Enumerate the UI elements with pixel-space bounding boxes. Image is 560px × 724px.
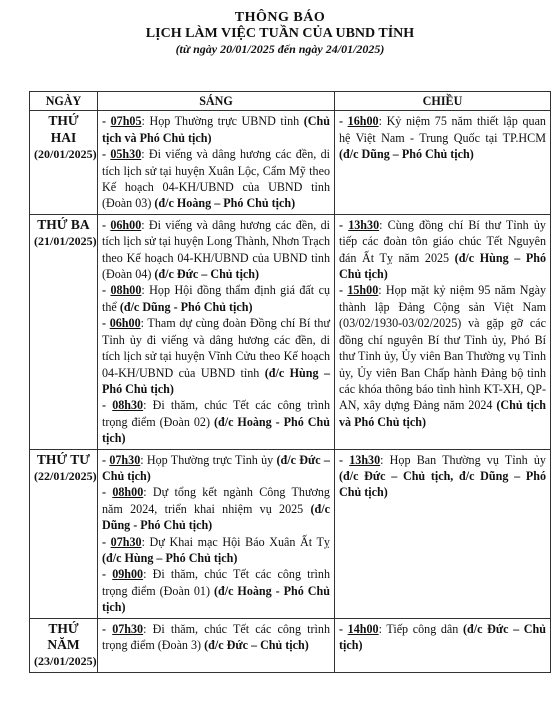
item-dash: - [102, 147, 111, 162]
item-text: : Họp Ban Thường vụ Tỉnh ủy [380, 452, 546, 467]
item-attendee: (đ/c Hoàng – Phó Chủ tịch) [154, 196, 296, 211]
item-text: : Cùng đồng chí Bí thư Tỉnh ủy tiếp các đoàn tôn giáo chúc Tết Nguyên đán Ất Tỵ năm 2025 [339, 217, 546, 265]
schedule-item [339, 452, 546, 501]
afternoon-cell [335, 214, 551, 449]
item-dash: - [102, 567, 113, 582]
schedule-item [102, 282, 330, 315]
item-attendee: (đ/c Đức – Chủ tịch) [204, 638, 309, 652]
item-text: : Đi thăm, chúc Tết các công trình trọng điểm (Đoàn 02) [102, 398, 330, 429]
col-header-morning: SÁNG [98, 92, 335, 111]
schedule-row [30, 449, 551, 618]
item-dash: - [102, 621, 113, 636]
item-dash: - [339, 452, 350, 467]
item-time: 13h30 [349, 452, 381, 467]
item-attendee: (đ/c Hùng – Phó Chủ tịch) [339, 250, 546, 282]
item-text: : Đi thăm, chúc Tết các công trình trọng điểm (Đoàn 01) [102, 567, 330, 598]
item-dash: - [102, 217, 111, 232]
item-text: : Họp Thường trực Tỉnh ủy [140, 452, 277, 467]
item-attendee: (đ/c Hùng – Phó Chủ tịch) [102, 550, 238, 565]
item-attendee: (đ/c Dũng - Phó Chủ tịch) [102, 501, 330, 533]
item-text: : Đi viếng và dâng hương các đền, di tích lịch sử tại huyện Xuân Lộc, Cẩm Mỹ theo Kế hoạch 04-KH/UBND của UBND tỉnh (Đoàn 03) [102, 147, 330, 211]
day-name: THỨ NĂM [47, 620, 80, 652]
item-text: : Dự tổng kết ngành Công Thương năm 2024, triển khai nhiệm vụ 2025 [102, 485, 330, 516]
day-date: (21/01/2025) [34, 234, 97, 249]
item-time: 09h00 [112, 567, 144, 582]
schedule-item [102, 113, 330, 146]
schedule-item [102, 484, 330, 533]
item-dash: - [339, 217, 349, 232]
schedule-item [339, 217, 546, 283]
afternoon-cell [335, 111, 551, 214]
schedule-item [102, 217, 330, 283]
schedule-item [102, 397, 330, 446]
afternoon-cell [335, 449, 551, 618]
schedule-item [339, 113, 546, 162]
schedule-row [30, 214, 551, 449]
item-text: : Đi viếng và dâng hương các đền, di tích lịch sử tại huyện Long Thành, Nhơn Trạch theo Kế hoạch 04-KH/UBND của UBND tỉnh (Đoàn 04) [102, 217, 330, 282]
schedule-row [30, 111, 551, 214]
schedule-item [339, 282, 546, 430]
item-time: 06h00 [110, 217, 142, 232]
schedule-item [102, 452, 330, 485]
table-header-row [30, 92, 551, 111]
item-dash: - [339, 283, 348, 298]
item-text: : Họp Thường trực UBND tỉnh [141, 114, 304, 129]
item-text: : Họp mặt kỷ niệm 95 năm Ngày thành lập Đảng Cộng sản Việt Nam (03/02/1930-03/02/2025) và gặp gỡ các đồng chí nguyên Bí thư Tỉnh ủy, Phó Bí thư Tỉnh ủy, Ủy viên Ban Thường vụ Tỉnh ủy, Ủy viên Ban Chấp hành Đảng bộ tỉnh các khóa thông báo tình hình KT-XH, QP-AN, xây dựng Đảng năm 2024 [339, 283, 546, 413]
item-attendee: (đ/c Đức – Chủ tịch, đ/c Dũng – Phó Chủ tịch) [339, 468, 546, 500]
day-cell [30, 618, 98, 672]
item-attendee: (đ/c Hùng – Phó Chủ tịch) [102, 365, 330, 396]
item-attendee: (đ/c Hoàng - Phó Chủ tịch) [102, 583, 330, 615]
item-attendee: (đ/c Đức – Chủ tịch) [154, 267, 260, 282]
item-time: 14h00 [347, 621, 379, 636]
item-dash: - [102, 452, 110, 467]
item-dash: - [339, 114, 348, 129]
item-time: 07h05 [110, 114, 142, 129]
day-cell [30, 449, 98, 618]
item-time: 16h00 [347, 114, 379, 129]
item-text: : Tiếp công dân [378, 621, 463, 636]
item-text: : Dự Khai mạc Hội Báo Xuân Ất Tỵ [141, 534, 330, 549]
doc-date-range: (từ ngày 20/01/2025 đến ngày 24/01/2025) [175, 42, 385, 56]
schedule-item [102, 146, 330, 212]
item-text: : Tham dự cùng đoàn Đồng chí Bí thư Tỉnh ủy đi viếng và dâng hương các đền, di tích lịch sử tại huyện Vĩnh Cửu theo Kế hoạch 04-KH/UBND của UBND tỉnh [102, 316, 330, 380]
schedule-item [339, 621, 546, 654]
afternoon-cell [335, 618, 551, 672]
item-time: 13h30 [348, 217, 380, 232]
item-attendee: (đ/c Dũng - Phó Chủ tịch) [119, 299, 253, 314]
day-name: THỨ TƯ [36, 451, 91, 467]
item-text: : Đi thăm, chúc Tết các công trình trọng điểm (Đoàn 3) [102, 621, 330, 652]
item-time: 07h30 [110, 534, 142, 549]
item-text: : Họp Hội đồng thẩm định giá đất cụ thể [102, 283, 330, 314]
col-header-afternoon: CHIỀU [335, 92, 551, 111]
item-dash: - [102, 316, 110, 331]
document-header [0, 0, 560, 57]
schedule-table [29, 91, 551, 673]
item-time: 07h30 [109, 452, 141, 467]
morning-cell [98, 214, 335, 449]
day-date: (20/01/2025) [34, 147, 97, 162]
item-attendee: (Chủ tịch và Phó Chủ tịch) [102, 114, 330, 145]
item-text: : Kỷ niệm 75 năm thiết lập quan hệ Việt Nam - Trung Quốc tại TP.HCM [339, 114, 546, 145]
item-attendee: (Chủ tịch và Phó Chủ tịch) [339, 398, 547, 429]
schedule-row [30, 618, 551, 672]
schedule-item [102, 621, 330, 654]
morning-cell [98, 449, 335, 618]
day-date: (23/01/2025) [34, 654, 97, 669]
schedule-item [102, 534, 330, 567]
item-dash: - [102, 398, 113, 413]
item-time: 15h00 [347, 283, 379, 298]
day-cell [30, 111, 98, 214]
morning-cell [98, 111, 335, 214]
item-dash: - [102, 283, 111, 298]
item-time: 05h30 [110, 147, 142, 162]
item-dash: - [102, 485, 113, 500]
item-time: 06h00 [109, 316, 141, 331]
item-attendee: (đ/c Dũng – Phó Chủ tịch) [339, 147, 474, 162]
morning-cell [98, 618, 335, 672]
col-header-day: NGÀY [30, 92, 98, 111]
schedule-item [102, 315, 330, 397]
item-time: 08h00 [112, 485, 144, 500]
item-attendee: (đ/c Hoàng - Phó Chủ tịch) [102, 414, 330, 446]
day-date: (22/01/2025) [34, 468, 97, 483]
item-time: 08h00 [110, 283, 142, 298]
item-time: 08h30 [112, 398, 144, 413]
item-dash: - [102, 114, 111, 129]
item-attendee: (đ/c Đức – Chủ tịch) [339, 621, 546, 652]
doc-title: THÔNG BÁO [234, 10, 326, 25]
day-name: THỨ HAI [48, 113, 79, 145]
item-dash: - [102, 534, 111, 549]
day-cell [30, 214, 98, 449]
day-name: THỨ BA [37, 216, 90, 232]
item-attendee: (đ/c Đức – Chủ tịch) [102, 452, 330, 483]
doc-subtitle: LỊCH LÀM VIỆC TUẦN CỦA UBND TỈNH [145, 26, 415, 41]
item-time: 07h30 [112, 621, 144, 636]
item-dash: - [339, 621, 348, 636]
schedule-item [102, 566, 330, 615]
